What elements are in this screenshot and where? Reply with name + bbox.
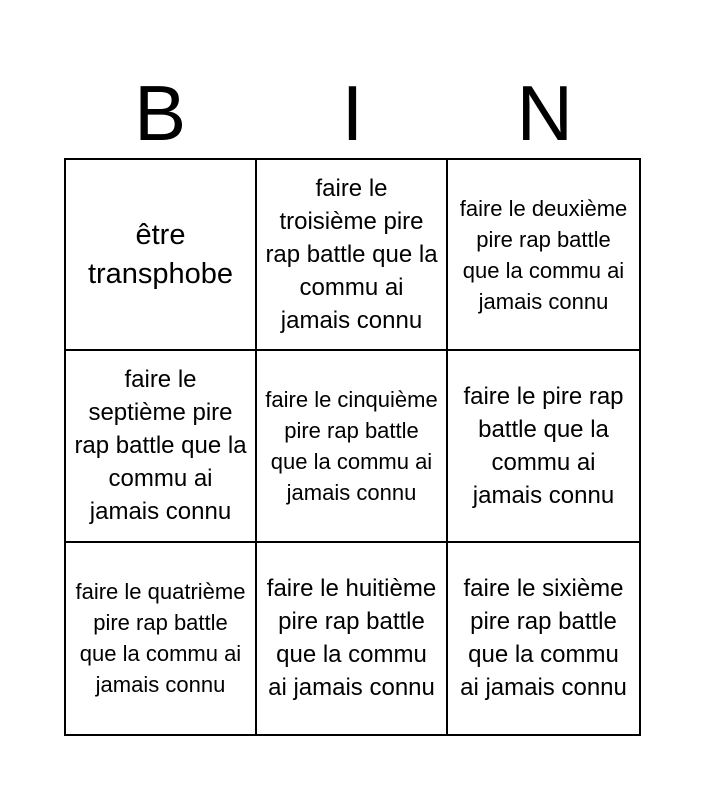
bingo-cell-r1c1[interactable] (66, 160, 257, 351)
bingo-cell-text: être transphobe (87, 218, 234, 290)
bingo-cell-r1c2[interactable] (257, 160, 448, 351)
bingo-cell-text: faire le septième pire rap battle que la commu ai jamais connu (74, 366, 247, 526)
bingo-cell-text: faire le huitième pire rap battle que la commu ai jamais connu (266, 575, 437, 702)
bingo-cell-text: faire le troisième pire rap battle que la commu ai jamais connu (265, 175, 438, 335)
bingo-cell-r3c2[interactable] (257, 543, 448, 734)
header-letter-n: N (516, 69, 573, 157)
bingo-cell-r1c3[interactable] (448, 160, 639, 351)
bingo-cell-r3c1[interactable] (66, 543, 257, 734)
bingo-cell-text: faire le sixième pire rap battle que la commu ai jamais connu (460, 575, 627, 702)
bingo-cell-r2c2[interactable] (257, 351, 448, 542)
bingo-cell-text: faire le quatrième pire rap battle que la commu ai jamais connu (75, 579, 246, 698)
header-letter-i: I (341, 69, 364, 157)
bingo-cell-text: faire le cinquième pire rap battle que la commu ai jamais connu (265, 386, 438, 505)
header-letter-b: B (134, 69, 187, 157)
bingo-header (64, 68, 641, 158)
bingo-cell-r2c3[interactable] (448, 351, 639, 542)
bingo-cell-r3c3[interactable] (448, 543, 639, 734)
bingo-grid (64, 158, 641, 736)
bingo-cell-r2c1[interactable] (66, 351, 257, 542)
bingo-cell-text: faire le pire rap battle que la commu ai jamais connu (463, 382, 624, 509)
bingo-cell-text: faire le deuxième pire rap battle que la commu ai jamais connu (459, 195, 628, 314)
